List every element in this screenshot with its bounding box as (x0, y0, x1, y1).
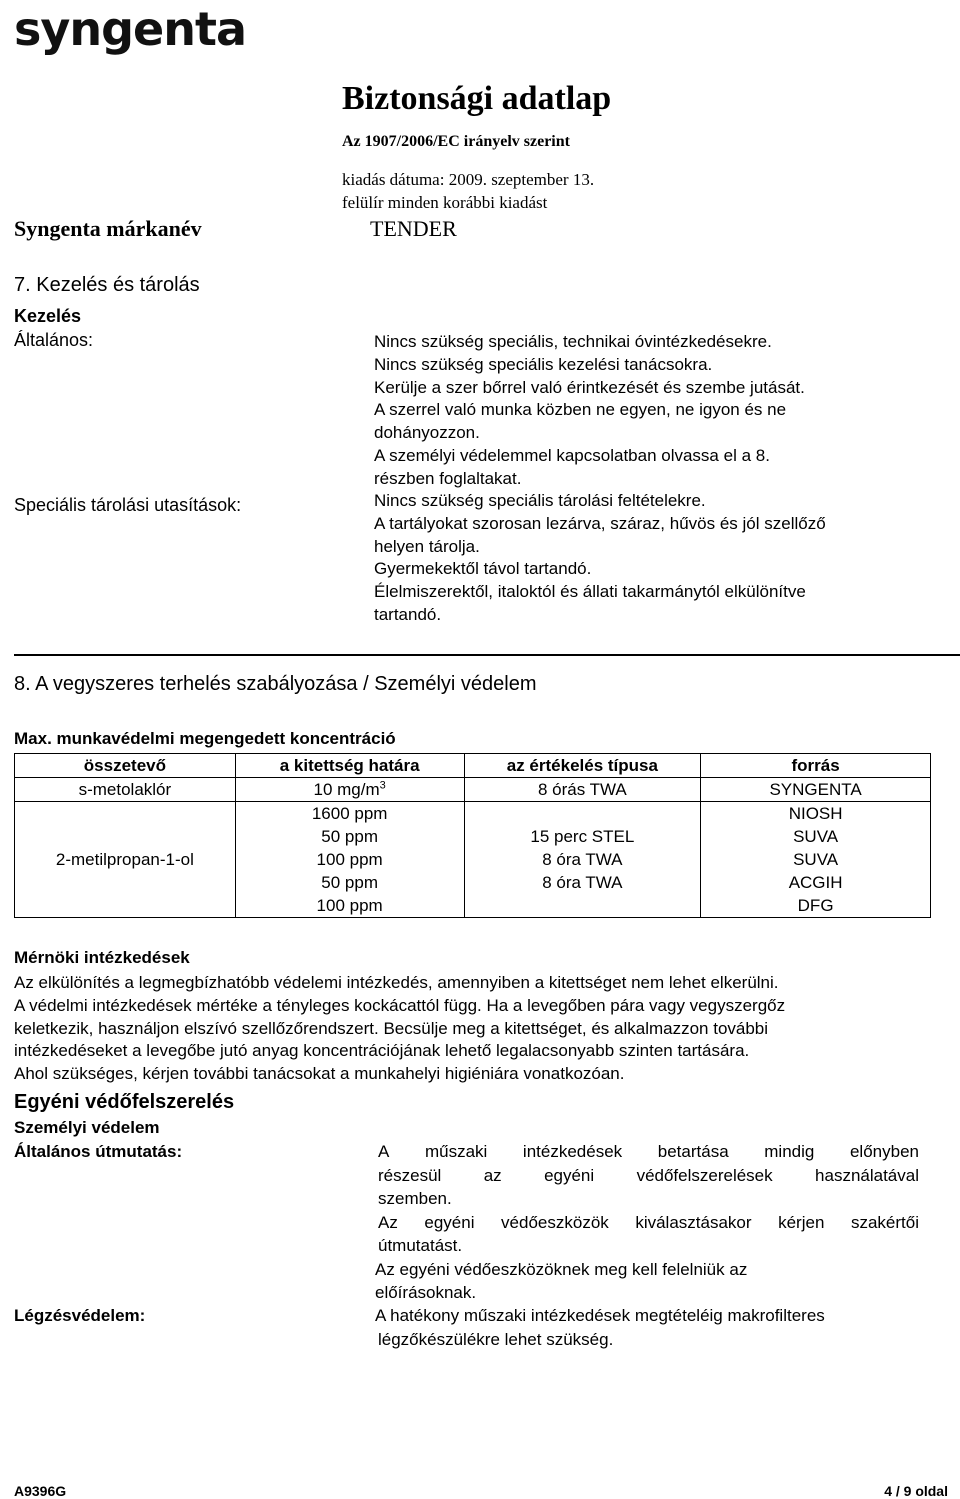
text-line: dohányozzon. (374, 423, 480, 443)
general-guidance-label: Általános útmutatás: (14, 1142, 183, 1161)
storage-text (374, 490, 934, 627)
brand-label: Syngenta márkanév (14, 216, 202, 241)
component-cell: 2-metilpropan-1-ol (15, 802, 236, 918)
text-line: Ahol szükséges, kérjen további tanácsokat a munkahelyi higiéniára vonatkozóan. (14, 1064, 625, 1084)
word: kérjen (778, 1212, 825, 1232)
justified-line (378, 1164, 919, 1188)
text-line: A védelmi intézkedések mértéke a tényleges kockácattól függ. Ha a levegőben pára vagy vegyszergőz (14, 995, 786, 1015)
text-line: A személyi védelemmel kapcsolatban olvassa el a 8. (374, 445, 770, 465)
text-line: Nincs szükség speciális, technikai óvintézkedésekre. (374, 332, 772, 351)
text-line: Nincs szükség speciális tárolási feltételekre. (374, 491, 706, 510)
general-text (374, 331, 934, 491)
text-line: A tartályokat szorosan lezárva, száraz, hűvös és jól szellőző (374, 513, 826, 533)
supersedes-note: felülír minden korábbi kiadást (342, 193, 548, 212)
brand-value: TENDER (370, 216, 457, 241)
text-line: helyen tárolja. (374, 536, 480, 556)
storage-label: Speciális tárolási utasítások: (14, 495, 242, 515)
exposure-limits-table (14, 753, 931, 918)
general-label: Általános: (14, 330, 94, 350)
limit-value: 50 ppm (321, 827, 378, 846)
table-caption: Max. munkavédelmi megengedett koncentráció (14, 729, 396, 748)
word: szakértői (850, 1212, 919, 1232)
word: részesül (378, 1165, 442, 1185)
engineering-heading: Mérnöki intézkedések (14, 948, 190, 967)
text-line: részben foglaltakat. (374, 468, 522, 488)
word: védőeszközök (501, 1212, 609, 1232)
respiratory-text (375, 1304, 919, 1351)
text-line: szemben. (378, 1189, 452, 1208)
issue-date: kiadás dátuma: 2009. szeptember 13. (342, 170, 595, 189)
text-line: intézkedéseket a levegőbe jutó anyag koncentrációjának lehető legalacsonyabb szinten tartására. (14, 1041, 750, 1061)
source-cell (701, 802, 931, 918)
text-line: Kerülje a szer bőrrel való érintkezését és szembe jutását. (374, 377, 805, 397)
general-guidance-text (375, 1140, 919, 1305)
word: mindig (764, 1142, 815, 1161)
word: előnyben (849, 1142, 919, 1161)
component-cell: s-metolaklór (15, 778, 236, 802)
limit-value: 100 ppm (316, 896, 383, 915)
type-value: 8 óra TWA (542, 873, 623, 892)
section-8-title: 8. A vegyszeres terhelés szabályozása / Személyi védelem (14, 673, 537, 695)
text-line: légzőkészülékre lehet szükség. (378, 1329, 614, 1349)
type-value: 8 óra TWA (542, 850, 623, 869)
handling-heading: Kezelés (14, 306, 82, 326)
text-line: Élelmiszerektől, italoktól és állati takarmánytól elkülönítve (374, 582, 806, 602)
ppe-heading: Egyéni védőfelszerelés (14, 1091, 235, 1113)
table-row (15, 778, 931, 802)
column-header: forrás (701, 754, 931, 778)
text-line: keletkezik, használjon elszívó szellőzőrendszert. Becsülje meg a kitettséget, és alkalmazzon további (14, 1018, 769, 1038)
section-divider (14, 654, 960, 656)
respiratory-label: Légzésvédelem: (14, 1306, 146, 1325)
regulation-subtitle: Az 1907/2006/EC irányelv szerint (342, 133, 570, 150)
column-header: összetevő (15, 754, 236, 778)
type-value: 15 perc STEL (530, 827, 635, 846)
word: Az (378, 1212, 398, 1232)
document-code: A9396G (14, 1483, 67, 1499)
text-line: Nincs szükség speciális kezelési tanácsokra. (374, 354, 713, 374)
table-header-row (15, 754, 931, 778)
personal-protection-heading: Személyi védelem (14, 1118, 160, 1137)
table-row (15, 802, 931, 918)
limit-value: 1600 ppm (311, 804, 388, 823)
source-value: SUVA (793, 850, 839, 869)
justified-line (378, 1211, 919, 1235)
text-line: Az egyéni védőeszközöknek meg kell felelniük az (375, 1259, 748, 1279)
text-line: Az elkülönítés a legmegbízhatóbb védelemi intézkedés, amennyiben a kitettséget nem lehet elkerülni. (14, 973, 779, 992)
type-cell: 8 órás TWA (464, 778, 701, 802)
limit-value: 10 mg/m (313, 780, 380, 799)
text-line: A hatékony műszaki intézkedések megtételéig makrofilteres (375, 1306, 825, 1325)
word: védőfelszerelések (636, 1165, 773, 1185)
text-line: útmutatást. (378, 1236, 463, 1255)
page-number: 4 / 9 oldal (884, 1483, 948, 1499)
limit-cell (235, 802, 464, 918)
unit-superscript: 3 (379, 779, 386, 792)
limit-value: 100 ppm (316, 850, 383, 869)
word: egyéni (424, 1212, 475, 1232)
section-7-title: 7. Kezelés és tárolás (14, 274, 200, 296)
type-cell (464, 802, 701, 918)
source-value: NIOSH (788, 804, 843, 823)
word: egyéni (544, 1165, 595, 1185)
justified-line (378, 1140, 919, 1164)
source-value: SUVA (793, 827, 839, 846)
engineering-text (14, 972, 944, 1086)
word: betartása (657, 1142, 729, 1161)
limit-cell (235, 778, 464, 802)
word: intézkedések (522, 1142, 623, 1161)
word: az (483, 1165, 502, 1185)
limit-value: 50 ppm (321, 873, 378, 892)
text-line: előírásoknak. (375, 1283, 477, 1302)
source-value: ACGIH (788, 873, 843, 892)
column-header: a kitettség határa (235, 754, 464, 778)
word: kiválasztásakor (635, 1212, 752, 1232)
document-title: Biztonsági adatlap (342, 80, 612, 117)
text-line: tartandó. (374, 604, 442, 624)
syngenta-logo: syngenta (14, 2, 247, 56)
text-line: A szerrel való munka közben ne egyen, ne igyon és ne (374, 400, 787, 420)
word: A (378, 1142, 390, 1161)
word: használatával (815, 1165, 919, 1185)
text-line: Gyermekektől távol tartandó. (374, 559, 592, 579)
source-cell: SYNGENTA (701, 778, 931, 802)
source-value: DFG (797, 896, 834, 915)
column-header: az értékelés típusa (464, 754, 701, 778)
word: műszaki (424, 1142, 488, 1161)
